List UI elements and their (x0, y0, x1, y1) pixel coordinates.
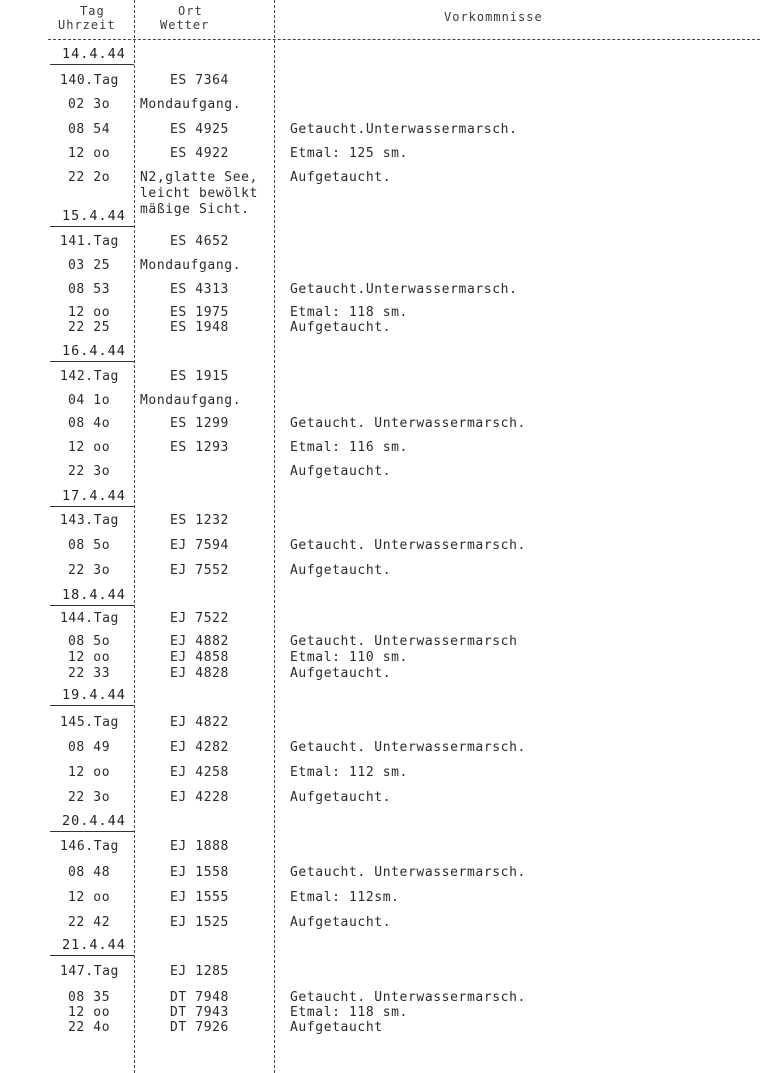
position-cell: DT 7926 (170, 1020, 229, 1035)
day-counter: 144.Tag (60, 611, 119, 626)
event-cell: Getaucht. Unterwassermarsch. (290, 740, 526, 755)
date-underline (50, 831, 134, 832)
date-underline (50, 955, 134, 956)
position-cell: EJ 4822 (170, 715, 229, 730)
time-cell: 12 oo (68, 650, 111, 665)
day-counter: 147.Tag (60, 964, 119, 979)
position-cell: ES 4925 (170, 122, 229, 137)
day-counter: 146.Tag (60, 839, 119, 854)
position-cell: ES 4652 (170, 234, 229, 249)
position-cell: ES 1232 (170, 513, 229, 528)
time-cell: 22 2o (68, 170, 111, 185)
time-cell: 12 oo (68, 890, 111, 905)
time-cell: 04 1o (68, 393, 111, 408)
position-cell: EJ 4828 (170, 666, 229, 681)
position-cell: ES 1293 (170, 440, 229, 455)
position-cell: EJ 1558 (170, 865, 229, 880)
date-heading: 19.4.44 (62, 687, 126, 703)
header-ort: Ort (178, 4, 203, 18)
time-cell: 22 3o (68, 563, 111, 578)
event-cell: Etmal: 118 sm. (290, 1005, 408, 1020)
position-cell: EJ 1525 (170, 915, 229, 930)
date-underline (50, 361, 134, 362)
time-cell: 12 oo (68, 765, 111, 780)
day-counter: 141.Tag (60, 234, 119, 249)
date-heading: 18.4.44 (62, 587, 126, 603)
date-underline (50, 705, 134, 706)
event-cell: Getaucht.Unterwassermarsch. (290, 282, 518, 297)
time-cell: 08 5o (68, 634, 111, 649)
weather-note: Mondaufgang. (140, 97, 242, 112)
position-cell: EJ 1888 (170, 839, 229, 854)
position-cell: DT 7948 (170, 990, 229, 1005)
position-cell: ES 4313 (170, 282, 229, 297)
event-cell: Etmal: 125 sm. (290, 146, 408, 161)
event-cell: Getaucht. Unterwassermarsch. (290, 865, 526, 880)
column-divider-1 (134, 0, 135, 1073)
event-cell: Getaucht. Unterwassermarsch. (290, 538, 526, 553)
position-cell: ES 4922 (170, 146, 229, 161)
date-heading: 16.4.44 (62, 343, 126, 359)
event-cell: Aufgetaucht. (290, 563, 392, 578)
time-cell: 12 oo (68, 440, 111, 455)
date-underline (50, 226, 134, 227)
time-cell: 08 5o (68, 538, 111, 553)
time-cell: 08 4o (68, 416, 111, 431)
time-cell: 03 25 (68, 258, 111, 273)
position-cell: ES 1948 (170, 320, 229, 335)
position-cell: EJ 4882 (170, 634, 229, 649)
position-cell: DT 7943 (170, 1005, 229, 1020)
day-counter: 143.Tag (60, 513, 119, 528)
time-cell: 08 53 (68, 282, 111, 297)
event-cell: Aufgetaucht. (290, 170, 392, 185)
weather-note: Mondaufgang. (140, 258, 242, 273)
column-divider-2 (274, 0, 275, 1073)
time-cell: 22 25 (68, 320, 111, 335)
date-heading: 17.4.44 (62, 488, 126, 504)
day-counter: 142.Tag (60, 369, 119, 384)
header-vorkommnisse: Vorkommnisse (444, 10, 543, 24)
time-cell: 08 54 (68, 122, 111, 137)
time-cell: 08 49 (68, 740, 111, 755)
time-cell: 12 oo (68, 146, 111, 161)
event-cell: Getaucht. Unterwassermarsch. (290, 990, 526, 1005)
event-cell: Getaucht. Unterwassermarsch. (290, 416, 526, 431)
day-counter: 145.Tag (60, 715, 119, 730)
day-counter: 140.Tag (60, 73, 119, 88)
date-heading: 20.4.44 (62, 813, 126, 829)
date-heading: 21.4.44 (62, 937, 126, 953)
event-cell: Etmal: 110 sm. (290, 650, 408, 665)
event-cell: Etmal: 112sm. (290, 890, 400, 905)
event-cell: Aufgetaucht. (290, 790, 392, 805)
time-cell: 22 33 (68, 666, 111, 681)
header-tag: Tag (80, 4, 105, 18)
event-cell: Etmal: 118 sm. (290, 305, 408, 320)
date-heading: 15.4.44 (62, 208, 126, 224)
date-underline (50, 64, 134, 65)
position-cell: EJ 4858 (170, 650, 229, 665)
event-cell: Aufgetaucht. (290, 320, 392, 335)
date-underline (50, 605, 134, 606)
event-cell: Aufgetaucht. (290, 666, 392, 681)
time-cell: 12 oo (68, 305, 111, 320)
header-rule (48, 39, 760, 40)
position-cell: ES 1915 (170, 369, 229, 384)
time-cell: 22 3o (68, 790, 111, 805)
position-cell: EJ 4258 (170, 765, 229, 780)
position-cell: EJ 7594 (170, 538, 229, 553)
time-cell: 22 4o (68, 1020, 111, 1035)
position-cell: EJ 4282 (170, 740, 229, 755)
position-cell: EJ 1555 (170, 890, 229, 905)
time-cell: 22 3o (68, 464, 111, 479)
header-wetter: Wetter (160, 18, 210, 32)
position-cell: ES 7364 (170, 73, 229, 88)
time-cell: 12 oo (68, 1005, 111, 1020)
event-cell: Aufgetaucht. (290, 915, 392, 930)
header-uhrzeit: Uhrzeit (58, 18, 116, 32)
position-cell: ES 1975 (170, 305, 229, 320)
position-cell: EJ 7552 (170, 563, 229, 578)
date-heading: 14.4.44 (62, 46, 126, 62)
time-cell: 02 3o (68, 97, 111, 112)
position-cell: EJ 1285 (170, 964, 229, 979)
event-cell: Aufgetaucht. (290, 464, 392, 479)
time-cell: 22 42 (68, 915, 111, 930)
weather-note: leicht bewölkt (140, 186, 258, 201)
date-underline (50, 506, 134, 507)
position-cell: EJ 4228 (170, 790, 229, 805)
weather-note: Mondaufgang. (140, 393, 242, 408)
position-cell: ES 1299 (170, 416, 229, 431)
weather-note: mäßige Sicht. (140, 202, 250, 217)
event-cell: Etmal: 116 sm. (290, 440, 408, 455)
event-cell: Aufgetaucht (290, 1020, 383, 1035)
weather-note: N2,glatte See, (140, 170, 258, 185)
time-cell: 08 35 (68, 990, 111, 1005)
position-cell: EJ 7522 (170, 611, 229, 626)
event-cell: Getaucht.Unterwassermarsch. (290, 122, 518, 137)
time-cell: 08 48 (68, 865, 111, 880)
event-cell: Etmal: 112 sm. (290, 765, 408, 780)
event-cell: Getaucht. Unterwassermarsch (290, 634, 518, 649)
